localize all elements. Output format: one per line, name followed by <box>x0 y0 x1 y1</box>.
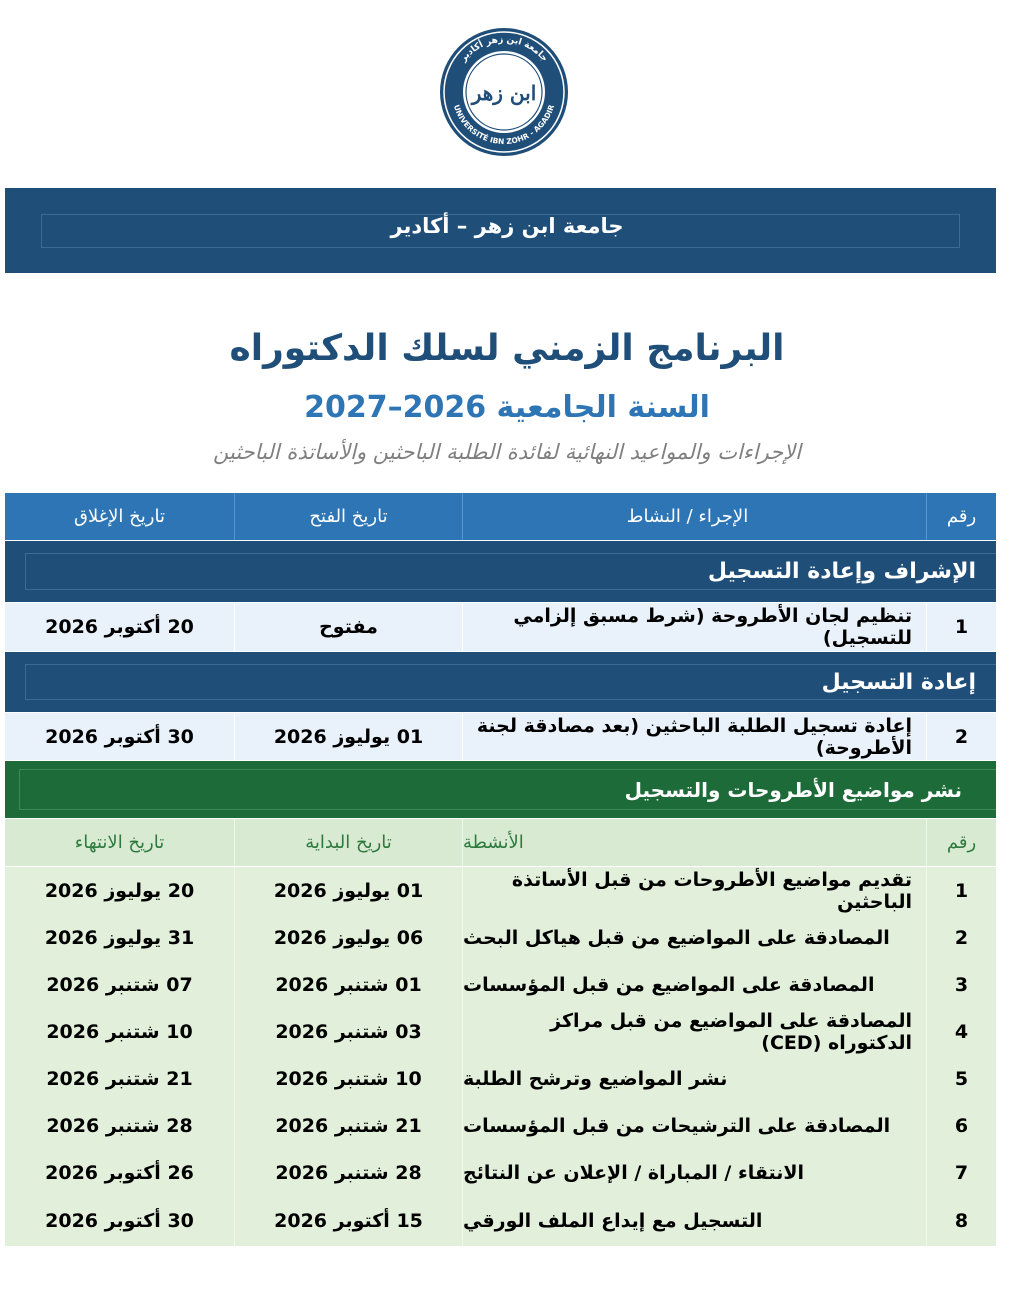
col-close: تاريخ الإغلاق <box>74 506 165 527</box>
row-end-date: 30 أكتوبر 2026 <box>45 1210 194 1232</box>
table-row <box>5 1008 996 1055</box>
section-title: نشر مواضيع الأطروحات والتسجيل <box>624 777 962 802</box>
university-logo <box>438 26 570 158</box>
row-activity: المصادقة على المواضيع من قبل هياكل البحث <box>462 914 926 961</box>
section-thesis-topics <box>5 761 996 818</box>
subtable-header <box>5 819 996 866</box>
table-row <box>5 1055 996 1102</box>
section-supervision <box>5 541 996 602</box>
row-num: 2 <box>926 713 996 760</box>
row-start-date: 15 أكتوبر 2026 <box>234 1196 462 1246</box>
row-start-date: 01 يوليوز 2026 <box>234 867 462 914</box>
row-activity: المصادقة على الترشيحات من قبل المؤسسات <box>462 1102 926 1149</box>
row-start-date: 10 شتنبر 2026 <box>234 1055 462 1102</box>
section-title: الإشراف وإعادة التسجيل <box>707 559 976 584</box>
logo-ring-text: جامعة ابن زهر أكادير <box>458 34 550 64</box>
page-title: البرنامج الزمني لسلك الدكتوراه <box>229 328 785 369</box>
row-activity: تنظيم لجان الأطروحة (شرط مسبق إلزامي للتسجيل) <box>462 603 926 651</box>
row-end-date: 20 يوليوز 2026 <box>44 879 195 902</box>
row-open-date: مفتوح <box>234 603 462 651</box>
row-num: 2 <box>926 914 996 961</box>
row-end-date: 31 يوليوز 2026 <box>44 926 195 949</box>
row-close-date: 20 أكتوبر 2026 <box>45 616 194 638</box>
table-row <box>5 961 996 1008</box>
row-activity: التسجيل مع إيداع الملف الورقي <box>462 1196 926 1246</box>
page-subtitle: الإجراءات والمواعيد النهائية لفائدة الطلبة الباحثين والأساتذة الباحثين <box>213 440 801 464</box>
row-activity: الانتقاء / المباراة / الإعلان عن النتائج <box>462 1149 926 1196</box>
col-end: تاريخ الانتهاء <box>74 832 165 853</box>
row-start-date: 01 شتنبر 2026 <box>234 961 462 1008</box>
row-activity: المصادقة على المواضيع من قبل مراكز الدكتوراه (CED) <box>462 1008 926 1055</box>
logo-center-glyph: ابن زهر <box>471 81 537 105</box>
row-start-date: 03 شتنبر 2026 <box>234 1008 462 1055</box>
row-num: 1 <box>926 867 996 914</box>
academic-year: السنة الجامعية 2026–2027 <box>304 390 710 425</box>
row-activity: المصادقة على المواضيع من قبل المؤسسات <box>462 961 926 1008</box>
row-activity: إعادة تسجيل الطلبة الباحثين (بعد مصادقة لجنة الأطروحة) <box>462 713 926 760</box>
row-num: 7 <box>926 1149 996 1196</box>
col-activity: الإجراء / النشاط <box>462 493 926 540</box>
table-row <box>5 867 996 914</box>
row-num: 3 <box>926 961 996 1008</box>
table-row <box>5 1149 996 1196</box>
table-row <box>5 914 996 961</box>
row-end-date: 26 أكتوبر 2026 <box>45 1161 194 1184</box>
row-end-date: 10 شتنبر 2026 <box>46 1020 193 1043</box>
section-reregistration <box>5 652 996 712</box>
row-end-date: 28 شتنبر 2026 <box>46 1114 193 1137</box>
row-start-date: 06 يوليوز 2026 <box>234 914 462 961</box>
row-close-date: 30 أكتوبر 2026 <box>45 725 194 748</box>
row-num: 4 <box>926 1008 996 1055</box>
col-num: رقم <box>926 493 996 540</box>
row-num: 1 <box>926 603 996 651</box>
row-activity: تقديم مواضيع الأطروحات من قبل الأساتذة الباحثين <box>462 867 926 914</box>
table-header <box>5 493 996 540</box>
row-num: 5 <box>926 1055 996 1102</box>
section-title: إعادة التسجيل <box>821 669 976 695</box>
row-open-date: 01 يوليوز 2026 <box>234 713 462 760</box>
table-row <box>5 1196 996 1246</box>
row-activity: نشر المواضيع وترشح الطلبة <box>462 1055 926 1102</box>
row-num: 6 <box>926 1102 996 1149</box>
table-row <box>5 713 996 760</box>
row-end-date: 07 شتنبر 2026 <box>46 973 193 996</box>
col-num: رقم <box>926 819 996 866</box>
col-start: تاريخ البداية <box>234 819 462 866</box>
row-start-date: 21 شتنبر 2026 <box>234 1102 462 1149</box>
banner-title: جامعة ابن زهر – أكادير <box>390 214 624 238</box>
col-activities: الأنشطة <box>462 819 926 866</box>
col-open: تاريخ الفتح <box>234 493 462 540</box>
row-end-date: 21 شتنبر 2026 <box>46 1067 193 1090</box>
row-start-date: 28 شتنبر 2026 <box>234 1149 462 1196</box>
table-row <box>5 1102 996 1149</box>
logo-ring-text-fr: UNIVERSITÉ IBN ZOHR - AGADIR <box>451 103 557 147</box>
table-row <box>5 603 996 651</box>
row-num: 8 <box>926 1196 996 1246</box>
